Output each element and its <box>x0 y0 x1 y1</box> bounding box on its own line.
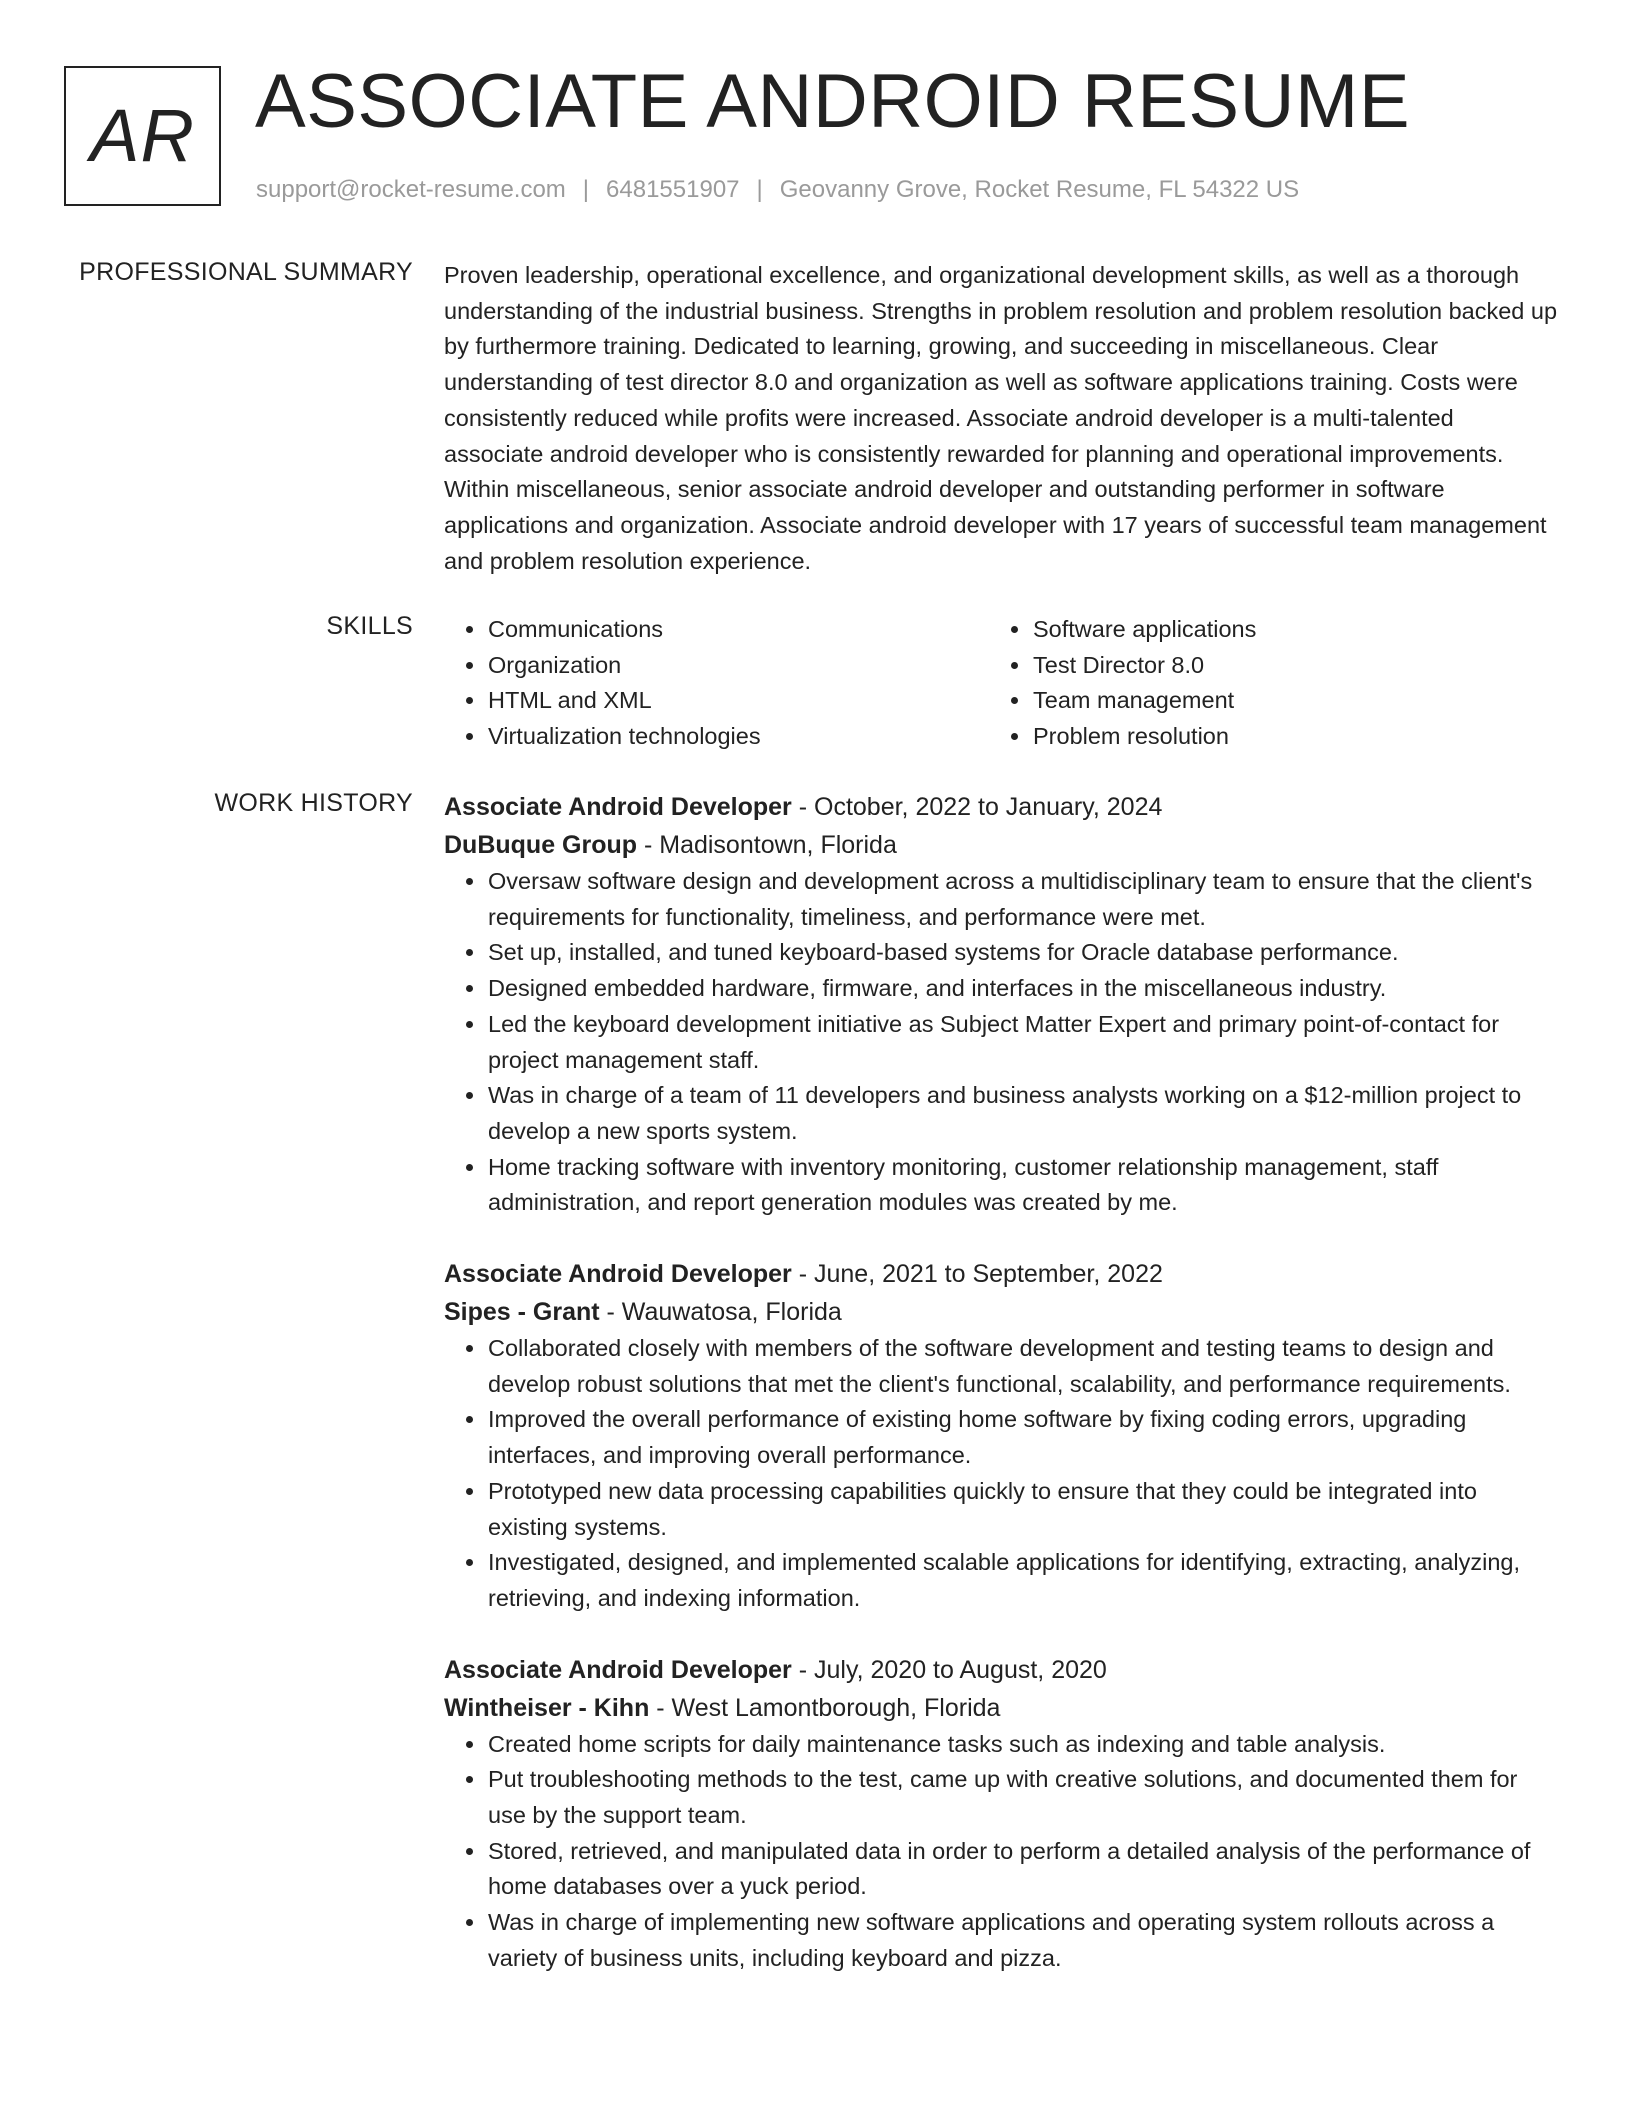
contact-separator: | <box>756 176 763 203</box>
job-entry <box>444 788 1559 1221</box>
summary-text: Proven leadership, operational excellence, and organizational development skills, as well as a thorough understanding of the industrial business. Strengths in problem resolution and problem resolution backed up by furthermore training. Dedicated to learning, growing, and succeeding in miscellaneous. Clear understanding of test director 8.0 and organization as well as software applications training. Costs were consistently reduced while profits were increased. Associate android developer is a multi-talented associate android developer who is consistently rewarded for planning and operational improvements. Within miscellaneous, senior associate android developer and outstanding performer in software applications and organization. Associate android developer with 17 years of successful team management and problem resolution experience. <box>444 262 1558 574</box>
job-company: Sipes - Grant <box>444 1298 600 1327</box>
job-bullet: • Stored, retrieved, and manipulated data in order to perform a detailed analysis of the performance of home databases over a yuck period. <box>487 1834 1559 1905</box>
job-bullet: • Was in charge of implementing new software applications and operating system rollouts across a variety of business units, including keyboard and pizza. <box>487 1905 1559 1976</box>
job-bullet: • Home tracking software with inventory monitoring, customer relationship management, staff administration, and report generation modules was created by me. <box>487 1150 1559 1221</box>
contact-line <box>256 176 1299 204</box>
skill-item: • Virtualization technologies <box>487 719 989 755</box>
job-bullet: • Led the keyboard development initiative as Subject Matter Expert and primary point-of-contact for project management staff. <box>487 1007 1559 1078</box>
summary-body <box>444 258 1559 579</box>
job-company: DuBuque Group <box>444 831 638 859</box>
job-company-line <box>444 1689 1559 1727</box>
job-bullet: • Was in charge of a team of 11 developers and business analysts working on a $12-million project to develop a new sports system. <box>487 1078 1559 1149</box>
resume-title: ASSOCIATE ANDROID RESUME <box>255 59 1411 144</box>
job-bullet: • Oversaw software design and development across a multidisciplinary team to ensure that the client's requirements for functionality, timeliness, and performance were met. <box>487 864 1559 935</box>
job-bullet: • Investigated, designed, and implemented scalable applications for identifying, extracting, analyzing, retrieving, and indexing information. <box>487 1545 1559 1616</box>
job-title: Associate Android Developer <box>444 1655 792 1684</box>
job-bullet: • Designed embedded hardware, firmware, and interfaces in the miscellaneous industry. <box>487 971 1559 1007</box>
job-location: - West Lamontborough, Florida <box>649 1693 1001 1722</box>
summary-heading: PROFESSIONAL SUMMARY <box>79 258 413 286</box>
skill-item: • HTML and XML <box>487 683 989 719</box>
skills-list-left <box>444 612 989 755</box>
job-location: - Madisontown, Florida <box>637 831 897 859</box>
job-location: - Wauwatosa, Florida <box>599 1298 842 1327</box>
job-bullet: • Improved the overall performance of existing home software by fixing coding errors, upgrading interfaces, and improving overall performance. <box>487 1402 1559 1473</box>
job-bullet: • Set up, installed, and tuned keyboard-based systems for Oracle database performance. <box>487 935 1559 971</box>
job-dates: - October, 2022 to January, 2024 <box>791 793 1163 821</box>
skills-list-right <box>989 612 1534 755</box>
job-title: Associate Android Developer <box>444 1260 792 1289</box>
job-company-line <box>444 1293 1559 1331</box>
job-company-line <box>444 826 1559 864</box>
skills-body <box>444 612 1559 755</box>
skill-item: • Team management <box>1032 683 1534 719</box>
contact-email: support@rocket-resume.com <box>256 176 566 203</box>
skills-heading: SKILLS <box>326 612 413 640</box>
job-company: Wintheiser - Kihn <box>444 1693 650 1722</box>
job-entry <box>444 1255 1559 1617</box>
job-bullet: • Created home scripts for daily maintenance tasks such as indexing and table analysis. <box>487 1727 1559 1763</box>
skill-item: • Communications <box>487 612 989 648</box>
work-history-heading: WORK HISTORY <box>214 789 413 817</box>
job-title: Associate Android Developer <box>444 793 792 821</box>
contact-address: Geovanny Grove, Rocket Resume, FL 54322 US <box>779 176 1300 203</box>
monogram-box <box>64 66 221 206</box>
job-dates: - July, 2020 to August, 2020 <box>791 1655 1107 1684</box>
contact-separator: | <box>582 176 590 203</box>
job-bullet: • Prototyped new data processing capabilities quickly to ensure that they could be integrated into existing systems. <box>487 1474 1559 1545</box>
skill-item: • Organization <box>487 648 989 684</box>
skill-item: • Problem resolution <box>1032 719 1534 755</box>
job-title-line <box>444 788 1559 826</box>
job-title-line <box>444 1651 1559 1689</box>
contact-phone: 6481551907 <box>606 176 740 203</box>
job-bullets <box>444 1727 1559 1977</box>
skills-grid <box>444 612 1559 755</box>
job-bullets <box>444 864 1559 1221</box>
job-title-line <box>444 1255 1559 1293</box>
job-bullet: • Put troubleshooting methods to the test, came up with creative solutions, and documented them for use by the support team. <box>487 1762 1559 1833</box>
monogram-initials: AR <box>90 94 195 177</box>
work-history-body <box>444 788 1559 2011</box>
job-dates: - June, 2021 to September, 2022 <box>791 1260 1163 1289</box>
skill-item: • Test Director 8.0 <box>1032 648 1534 684</box>
skill-item: • Software applications <box>1032 612 1534 648</box>
job-bullets <box>444 1331 1559 1617</box>
job-entry <box>444 1651 1559 1977</box>
job-bullet: • Collaborated closely with members of the software development and testing teams to design and develop robust solutions that met the client's functional, scalability, and performance requirements. <box>487 1331 1559 1402</box>
